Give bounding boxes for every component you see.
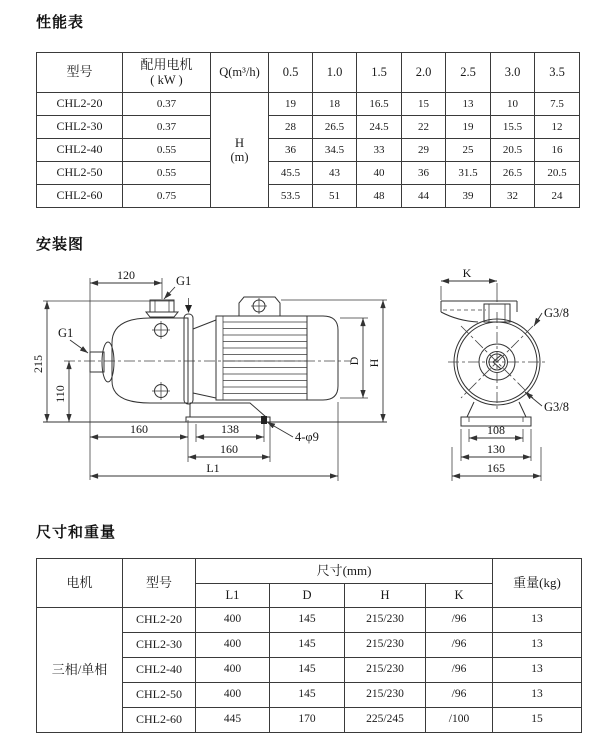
col-h: H <box>345 584 426 608</box>
h-cell: 215/230 <box>345 608 426 633</box>
power-cell: 0.75 <box>123 185 211 208</box>
model-cell: CHL2-30 <box>37 116 123 139</box>
motor-end-cap <box>307 316 338 400</box>
dim-k-label: K <box>462 268 472 280</box>
flow-point: 1.0 <box>313 53 357 93</box>
terminal-bolt-icon <box>251 298 267 314</box>
port-side-label: G1 <box>58 326 74 340</box>
power-cell: 0.37 <box>123 116 211 139</box>
head-unit: (m) <box>230 150 249 164</box>
head-value-cell: 28 <box>269 116 313 139</box>
k-cell: /96 <box>426 608 493 633</box>
port-upper-leader <box>534 313 542 326</box>
port-top-label: G1 <box>176 274 192 288</box>
h-cell: 225/245 <box>345 708 426 733</box>
head-value-cell: 24 <box>535 185 580 208</box>
model-cell: CHL2-20 <box>123 608 196 633</box>
k-cell: /96 <box>426 683 493 708</box>
head-value-cell: 45.5 <box>269 162 313 185</box>
table-row <box>37 116 580 139</box>
motor-fins <box>223 322 307 394</box>
pump-foot <box>190 403 266 417</box>
motor-power-unit: ( kW ) <box>150 72 183 87</box>
dimensions-section-title: 尺寸和重量 <box>36 523 117 541</box>
k-cell: /96 <box>426 633 493 658</box>
col-size-group: 尺寸(mm) <box>196 559 493 584</box>
k-cell: /96 <box>426 658 493 683</box>
dim-120-label: 120 <box>117 268 135 282</box>
flow-point: 0.5 <box>269 53 313 93</box>
head-value-cell: 51 <box>313 185 357 208</box>
head-value-cell: 40 <box>357 162 402 185</box>
dim-165-label: 165 <box>487 461 505 475</box>
l1-cell: 400 <box>196 633 270 658</box>
l1-cell: 400 <box>196 608 270 633</box>
d-cell: 145 <box>270 608 345 633</box>
mount-hole <box>261 416 267 424</box>
pump-body <box>112 318 188 403</box>
col-d: D <box>270 584 345 608</box>
head-unit-cell <box>211 93 269 208</box>
port-upper-label: G3/8 <box>544 306 569 320</box>
head-value-cell: 19 <box>446 116 491 139</box>
flow-point: 2.0 <box>402 53 446 93</box>
dim-110-label: 110 <box>53 385 67 403</box>
head-value-cell: 36 <box>402 162 446 185</box>
weight-cell: 13 <box>493 608 582 633</box>
clamp-bolt <box>185 305 192 313</box>
flow-point: 1.5 <box>357 53 402 93</box>
table-row <box>37 608 582 633</box>
dim-d-label: D <box>347 356 361 366</box>
casing-bolt-icon <box>152 321 170 339</box>
dim-130-label: 130 <box>487 442 505 456</box>
head-value-cell: 44 <box>402 185 446 208</box>
head-value-cell: 15.5 <box>491 116 535 139</box>
d-cell: 145 <box>270 683 345 708</box>
model-cell: CHL2-30 <box>123 633 196 658</box>
port-lower-label: G3/8 <box>544 400 569 414</box>
l1-cell: 445 <box>196 708 270 733</box>
head-value-cell: 26.5 <box>313 116 357 139</box>
model-cell: CHL2-40 <box>37 139 123 162</box>
flow-point: 3.0 <box>491 53 535 93</box>
port-side-leader <box>70 340 88 353</box>
model-cell: CHL2-60 <box>123 708 196 733</box>
head-value-cell: 26.5 <box>491 162 535 185</box>
head-value-cell: 19 <box>269 93 313 116</box>
head-value-cell: 32 <box>491 185 535 208</box>
pump-side-view <box>31 268 387 481</box>
table-row <box>37 162 580 185</box>
weight-cell: 13 <box>493 633 582 658</box>
head-value-cell: 20.5 <box>535 162 580 185</box>
col-weight: 重量(kg) <box>493 559 582 608</box>
power-cell: 0.55 <box>123 162 211 185</box>
dim-160-left-label: 160 <box>130 422 148 436</box>
mount-holes-leader <box>267 422 293 437</box>
motor-type-cell: 三相/单相 <box>37 608 123 733</box>
dim-l1-label: L1 <box>206 461 220 475</box>
flow-point: 2.5 <box>446 53 491 93</box>
table-row <box>37 139 580 162</box>
l1-cell: 400 <box>196 658 270 683</box>
head-value-cell: 31.5 <box>446 162 491 185</box>
head-value-cell: 7.5 <box>535 93 580 116</box>
power-cell: 0.55 <box>123 139 211 162</box>
head-value-cell: 22 <box>402 116 446 139</box>
head-value-cell: 36 <box>269 139 313 162</box>
head-value-cell: 34.5 <box>313 139 357 162</box>
performance-table <box>36 52 580 208</box>
head-value-cell: 15 <box>402 93 446 116</box>
h-cell: 215/230 <box>345 683 426 708</box>
discharge-port <box>150 300 174 312</box>
port-top-leader <box>164 287 175 299</box>
d-cell: 145 <box>270 658 345 683</box>
head-value-cell: 16 <box>535 139 580 162</box>
d-cell: 170 <box>270 708 345 733</box>
dimensions-table <box>36 558 582 733</box>
head-value-cell: 13 <box>446 93 491 116</box>
head-value-cell: 39 <box>446 185 491 208</box>
head-value-cell: 33 <box>357 139 402 162</box>
discharge-flange <box>146 312 178 317</box>
head-value-cell: 43 <box>313 162 357 185</box>
pump-end-view <box>441 268 569 481</box>
head-value-cell: 25 <box>446 139 491 162</box>
motor-power-label: 配用电机 <box>140 56 193 72</box>
coupling <box>193 320 216 398</box>
head-value-cell: 12 <box>535 116 580 139</box>
head-value-cell: 16.5 <box>357 93 402 116</box>
head-value-cell: 48 <box>357 185 402 208</box>
end-foot <box>467 402 526 417</box>
model-cell: CHL2-50 <box>123 683 196 708</box>
head-value-cell: 53.5 <box>269 185 313 208</box>
spout-curve <box>441 312 478 322</box>
col-flow: Q(m³/h) <box>211 53 269 93</box>
col-model: 型号 <box>37 53 123 93</box>
model-cell: CHL2-60 <box>37 185 123 208</box>
model-cell: CHL2-50 <box>37 162 123 185</box>
discharge-port-walls <box>155 300 169 312</box>
dimensions-header-row-1 <box>37 559 582 584</box>
dim-108-label: 108 <box>487 423 505 437</box>
col-motor: 电机 <box>37 559 123 608</box>
weight-cell: 13 <box>493 658 582 683</box>
dim-h-label: H <box>367 358 381 368</box>
extension-lines <box>43 278 387 481</box>
installation-section-title: 安装图 <box>36 235 85 253</box>
installation-drawing <box>0 268 616 500</box>
l1-cell: 400 <box>196 683 270 708</box>
head-value-cell: 20.5 <box>491 139 535 162</box>
port-lower-leader <box>525 392 542 406</box>
casing-bolt-icon <box>152 382 170 400</box>
head-value-cell: 29 <box>402 139 446 162</box>
col-motor-power <box>123 53 211 93</box>
model-cell: CHL2-40 <box>123 658 196 683</box>
end-base-holes <box>469 417 523 422</box>
dim-215-label: 215 <box>31 355 45 373</box>
head-symbol: H <box>234 135 245 150</box>
col-l1: L1 <box>196 584 270 608</box>
weight-cell: 13 <box>493 683 582 708</box>
table-row <box>37 185 580 208</box>
weight-cell: 15 <box>493 708 582 733</box>
k-cell: /100 <box>426 708 493 733</box>
head-value-cell: 10 <box>491 93 535 116</box>
head-value-cell: 18 <box>313 93 357 116</box>
h-cell: 215/230 <box>345 633 426 658</box>
performance-section-title: 性能表 <box>36 13 85 31</box>
table-row <box>37 93 580 116</box>
model-cell: CHL2-20 <box>37 93 123 116</box>
col-k: K <box>426 584 493 608</box>
dim-138-label: 138 <box>221 422 239 436</box>
dim-160-base-label: 160 <box>220 442 238 456</box>
h-cell: 215/230 <box>345 658 426 683</box>
performance-header-row <box>37 53 580 93</box>
mount-holes-label: 4-φ9 <box>295 430 319 444</box>
head-value-cell: 24.5 <box>357 116 402 139</box>
d-cell: 145 <box>270 633 345 658</box>
flow-point: 3.5 <box>535 53 580 93</box>
power-cell: 0.37 <box>123 93 211 116</box>
col-model: 型号 <box>123 559 196 608</box>
